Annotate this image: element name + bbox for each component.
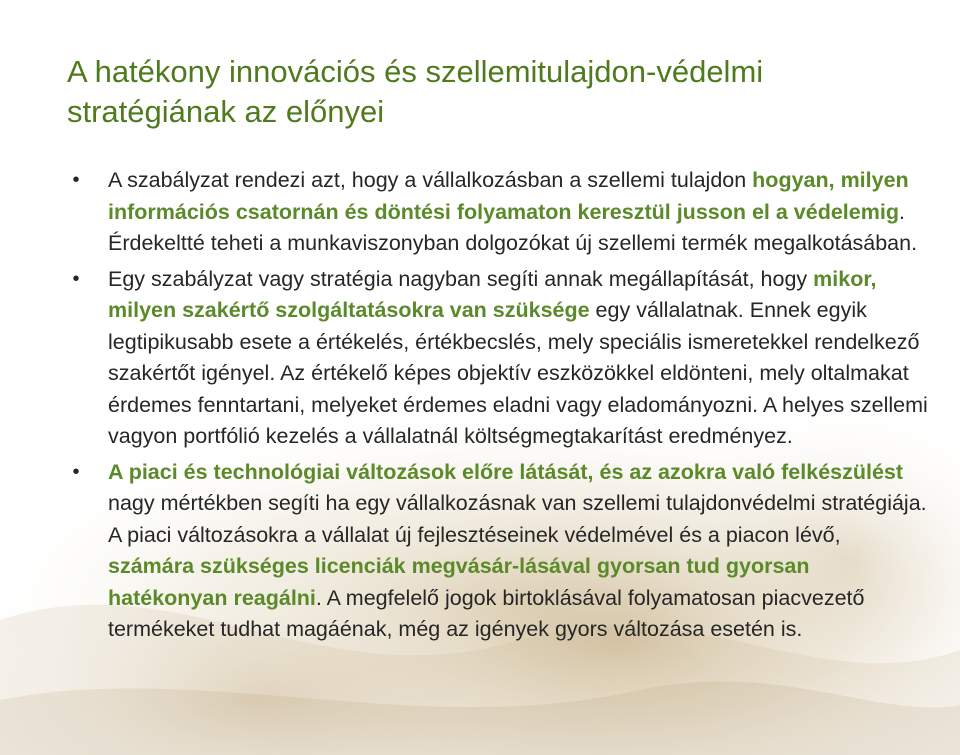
text-segment: . Érdekeltté teheti a munkaviszonyban dolgozókat új szellemi termék megalkotásában. — [108, 199, 918, 255]
bullet-dot-icon: • — [72, 267, 80, 290]
text-segment: nagy mértékben segíti ha egy vállalkozásnak van szellemi tulajdonvédelmi stratégiája. A piaci változásokra a vállalat új fejlesztéseinek védelmével és a piacon lévő, — [108, 491, 927, 547]
bullet-dot-icon: • — [72, 169, 80, 191]
slide-title: A hatékony innovációs és szellemitulajdon-védelmi stratégiának az előnyei — [67, 54, 764, 129]
bullet-list — [67, 165, 929, 650]
text-segment: . A megfelelő jogok birtoklásával folyamatosan piacvezető termékeket tudhat magáénak, még az igények gyors változása esetén is. — [108, 585, 865, 641]
highlighted-phrase: A piaci és technológiai változások előre látását, és az azokra való felkészülést — [108, 459, 904, 484]
text-segment: A szabályzat rendezi azt, hogy a vállalkozásban a szellemi tulajdon — [108, 168, 753, 192]
highlighted-phrase: számára szükséges licenciák megvásár-lásával gyorsan tud gyorsan hatékonyan reagálni — [108, 554, 810, 610]
bullet-text — [108, 168, 917, 255]
bullet-item — [67, 264, 929, 453]
bullet-dot-icon: • — [72, 460, 80, 483]
bullet-text — [108, 460, 927, 642]
highlighted-phrase: hogyan, milyen információs csatornán és döntési folyamaton keresztül jusson el a védelemig — [108, 168, 909, 224]
text-segment: Egy szabályzat vagy stratégia nagyban segíti annak megállapítását, hogy — [108, 266, 814, 291]
bullet-item — [67, 165, 929, 260]
highlighted-phrase: mikor, milyen szakértő szolgáltatásokra van szüksége — [108, 266, 877, 322]
bullet-text — [108, 267, 928, 449]
text-segment: egy vállalatnak. Ennek egyik legtipikusabb esete a értékelés, értékbecslés, mely speciális ismeretekkel rendelkező szakértőt igényel. Az értékelő képes objektív eszközökkel eldönteni, mely oltalmakat érdemes fenntartani, melyeket érdemes eladni vagy eladományozni. A helyes szellemi vagyon portfólió kezelés a vállalatnál költségmegtakarítást eredményez. — [108, 298, 928, 448]
bullet-item — [67, 457, 929, 646]
